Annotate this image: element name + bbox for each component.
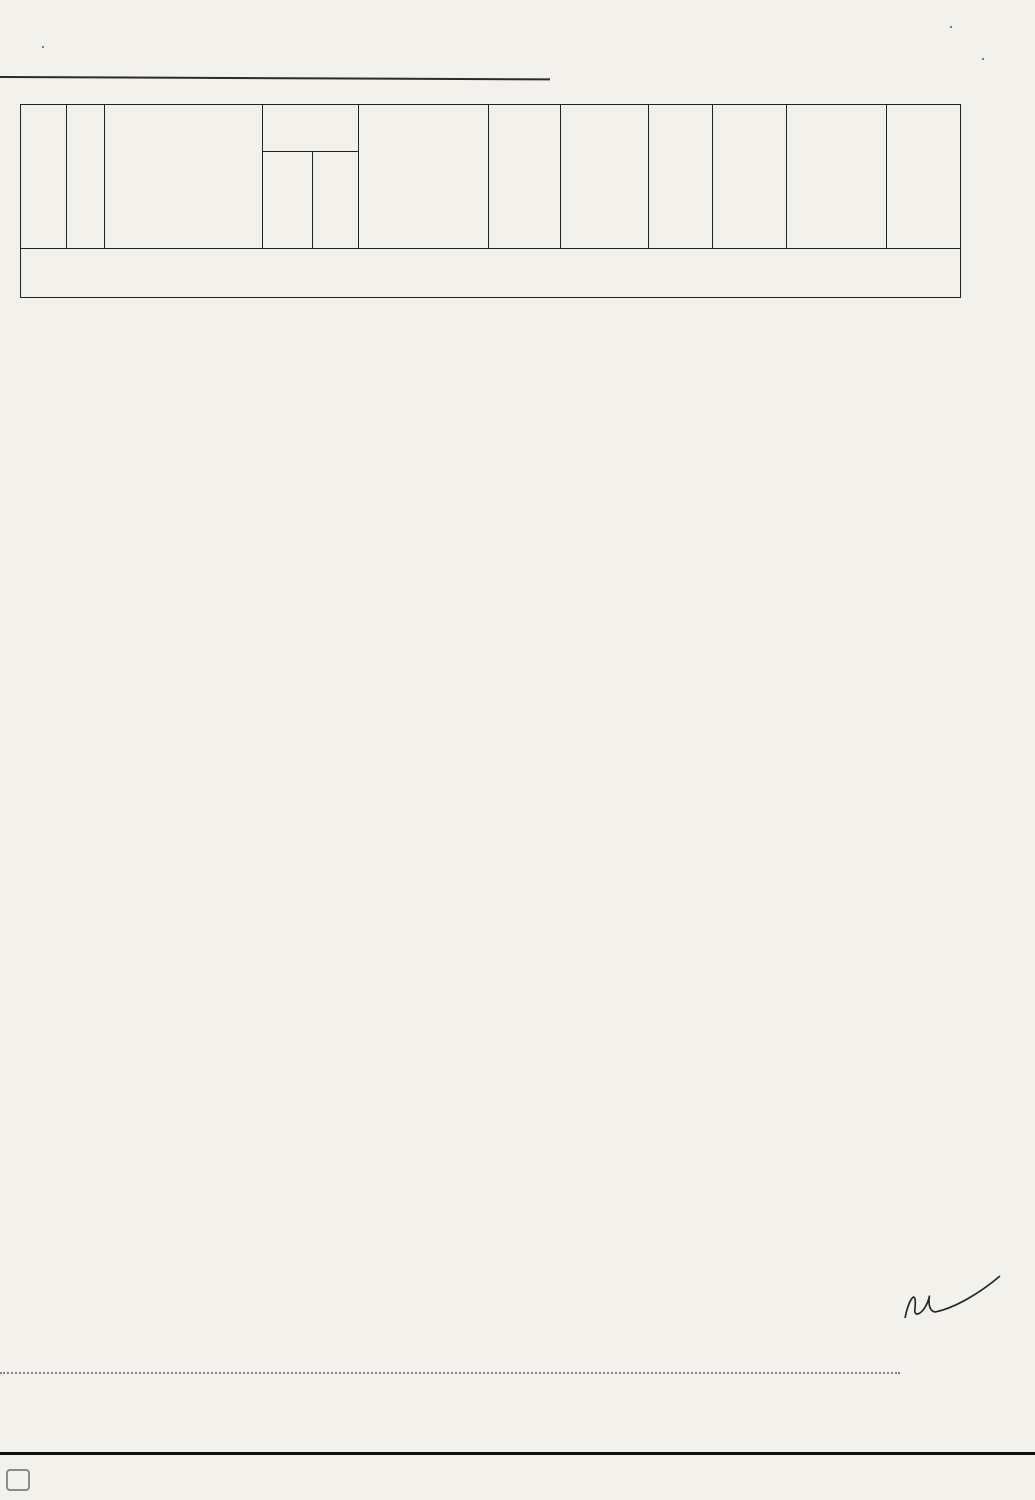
header-birth-year	[263, 105, 359, 152]
header-qualification	[359, 105, 489, 249]
header-candidate-no	[561, 105, 649, 249]
scan-speck	[982, 58, 984, 60]
header-birthplace	[489, 105, 561, 249]
header-name	[105, 105, 263, 249]
scanner-watermark	[6, 1468, 36, 1492]
header-female	[313, 152, 359, 249]
header-interview	[713, 105, 787, 249]
scan-noise-line	[0, 1372, 900, 1374]
header-total	[787, 105, 887, 249]
scan-speck	[42, 46, 44, 48]
header-tt	[21, 105, 67, 249]
scan-speck	[950, 26, 952, 28]
camscanner-logo-icon	[6, 1469, 30, 1491]
header-note	[887, 105, 961, 249]
page-bottom-edge	[0, 1452, 1035, 1455]
top-rule	[0, 76, 550, 80]
signature-mark	[895, 1268, 1005, 1328]
header-male	[263, 152, 313, 249]
header-tt2	[67, 105, 105, 249]
results-table	[20, 104, 961, 298]
header-priority	[649, 105, 713, 249]
section-title	[21, 249, 961, 298]
